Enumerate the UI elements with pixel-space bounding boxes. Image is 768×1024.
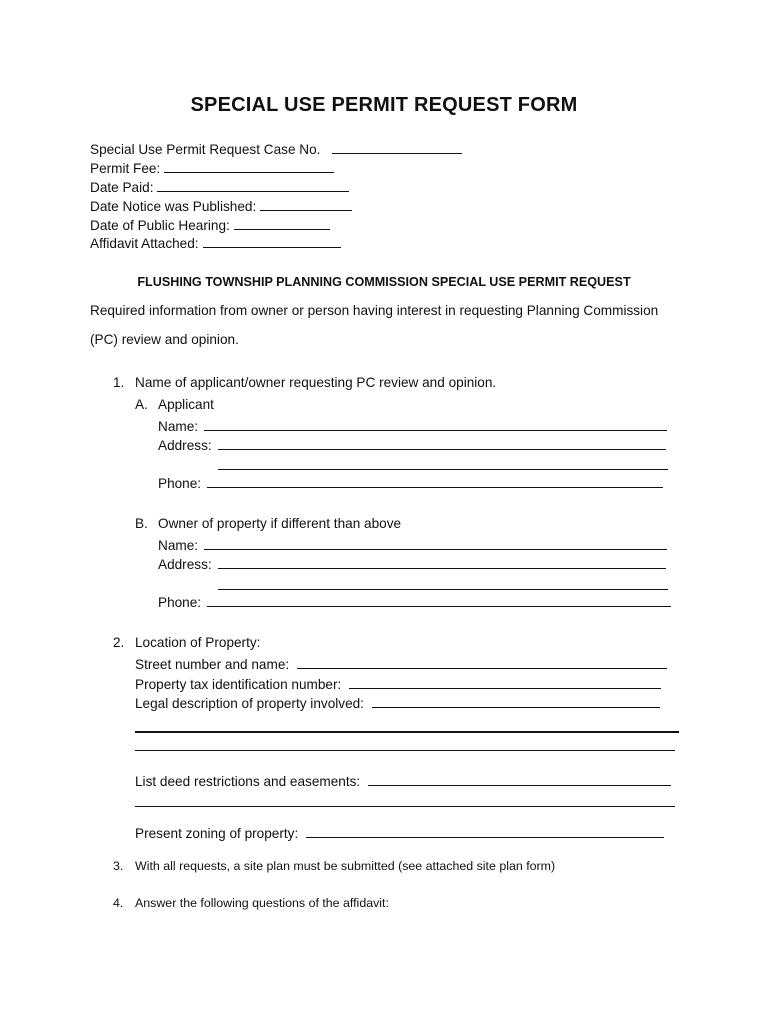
item-1b-label: Owner of property if different than above [158,516,402,531]
case-no-label: Special Use Permit Request Case No. [90,142,321,157]
item-3-number: 3. [113,859,124,873]
date-notice-label: Date Notice was Published: [90,199,257,214]
tax-id-label: Property tax identification number: [135,677,342,692]
date-paid-row [90,178,349,197]
owner-phone-label: Phone: [158,595,202,610]
deed-row [135,772,671,791]
legal-field[interactable] [372,694,660,708]
legal-line-3[interactable] [135,750,675,751]
item-1-text: Name of applicant/owner requesting PC review and opinion. [135,375,497,390]
date-notice-field[interactable] [260,197,352,211]
date-paid-field[interactable] [157,178,349,192]
street-field[interactable] [297,655,667,669]
owner-address-row [158,555,666,574]
intro-line-2: (PC) review and opinion. [90,332,239,347]
owner-name-field[interactable] [204,536,667,550]
item-4-number: 4. [113,896,124,910]
item-1-number: 1. [113,375,125,390]
date-hearing-label: Date of Public Hearing: [90,218,230,233]
form-title: SPECIAL USE PERMIT REQUEST FORM [190,94,578,116]
owner-phone-row [158,593,671,612]
affidavit-field[interactable] [203,234,341,248]
applicant-address-row [158,436,666,455]
permit-fee-row [90,159,334,178]
zoning-label: Present zoning of property: [135,826,299,841]
zoning-field[interactable] [306,824,664,838]
owner-address-field[interactable] [218,555,666,569]
affidavit-label: Affidavit Attached: [90,236,199,251]
affidavit-row [90,234,341,253]
permit-fee-label: Permit Fee: [90,161,161,176]
case-no-row [90,140,462,159]
applicant-phone-row [158,474,663,493]
item-3-text: With all requests, a site plan must be submitted (see attached site plan form) [135,859,556,873]
deed-line-2[interactable] [135,806,675,807]
street-label: Street number and name: [135,657,290,672]
intro-line-1: Required information from owner or person having interest in requesting Planning Commission [90,303,659,318]
applicant-address-label: Address: [158,438,212,453]
case-no-field[interactable] [332,140,462,154]
applicant-phone-label: Phone: [158,476,202,491]
item-4-text: Answer the following questions of the affidavit: [135,896,389,910]
owner-name-row [158,536,667,555]
tax-id-field[interactable] [349,675,661,689]
item-2-text: Location of Property: [135,635,261,650]
item-1a-label: Applicant [158,397,214,412]
applicant-name-label: Name: [158,419,199,434]
item-2-number: 2. [113,635,125,650]
legal-line-2[interactable] [135,731,679,733]
owner-address-label: Address: [158,557,212,572]
item-1b-letter: B. [135,516,148,531]
deed-field[interactable] [368,772,671,786]
street-row [135,655,667,674]
date-hearing-row [90,216,330,235]
owner-address-line-2[interactable] [218,589,668,590]
section-subheading: FLUSHING TOWNSHIP PLANNING COMMISSION SPECIAL USE PERMIT REQUEST [137,275,631,289]
date-paid-label: Date Paid: [90,180,154,195]
legal-row [135,694,660,713]
zoning-row [135,824,664,843]
applicant-name-row [158,417,667,436]
item-1a-letter: A. [135,397,148,412]
applicant-name-field[interactable] [204,417,667,431]
applicant-phone-field[interactable] [207,474,663,488]
deed-label: List deed restrictions and easements: [135,774,361,789]
date-notice-row [90,197,352,216]
tax-id-row [135,675,661,694]
owner-name-label: Name: [158,538,199,553]
applicant-address-field[interactable] [218,436,666,450]
owner-phone-field[interactable] [207,593,671,607]
legal-label: Legal description of property involved: [135,696,364,711]
applicant-address-line-2[interactable] [218,469,668,470]
date-hearing-field[interactable] [234,216,330,230]
permit-fee-field[interactable] [164,159,334,173]
